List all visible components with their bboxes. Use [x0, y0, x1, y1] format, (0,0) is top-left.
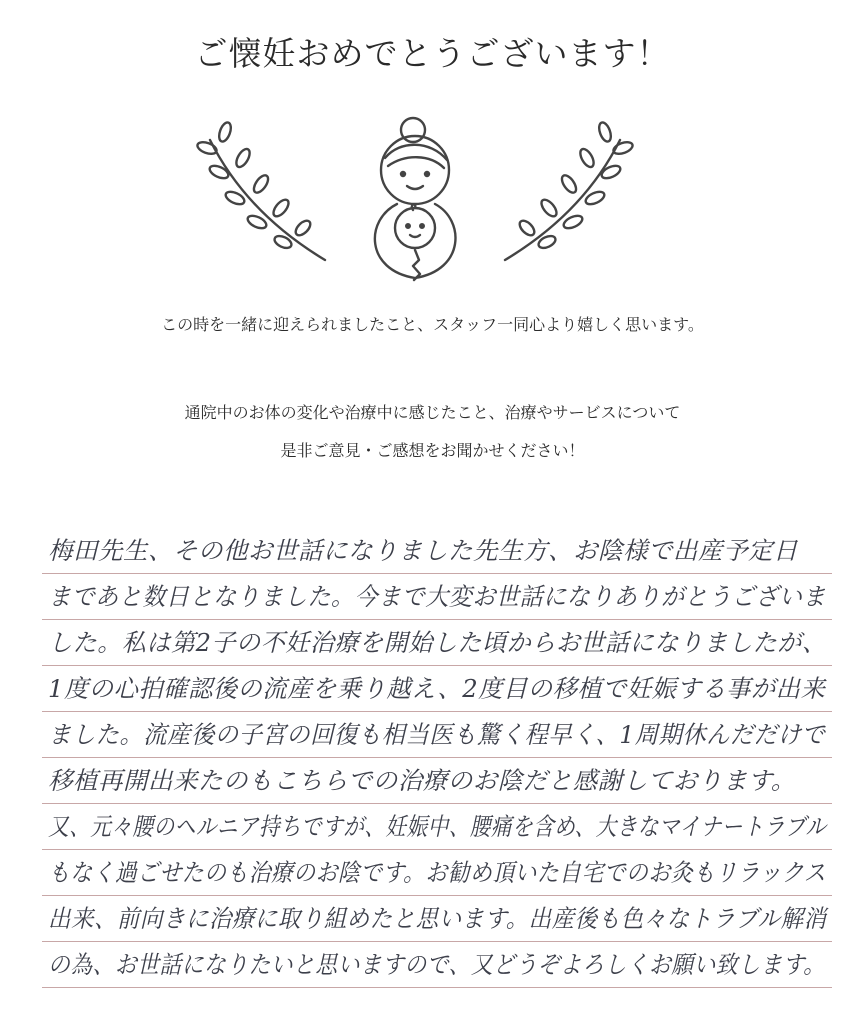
handwritten-line: 出来、前向きに治療に取り組めたと思います。出産後も色々なトラブル解消 [42, 896, 832, 942]
mother-holding-baby-icon [375, 118, 456, 280]
handwritten-line: 移植再開出来たのもこちらでの治療のお陰だと感謝しております。 [42, 758, 832, 804]
laurel-branch-right-icon [505, 121, 634, 260]
request-message-line-2: 是非ご意見・ご感想をお聞かせください！ [280, 441, 585, 460]
illustration [185, 110, 645, 290]
handwritten-line: まであと数日となりました。今まで大変お世話になりありがとうございま [42, 574, 832, 620]
thanks-message: この時を一緒に迎えられましたこと、スタッフ一同心より嬉しく思います。 [161, 315, 704, 334]
page-title: ご懐妊おめでとうございます！ [194, 34, 671, 73]
request-message-line-1: 通院中のお体の変化や治療中に感じたこと、治療やサービスについて [184, 403, 681, 422]
handwritten-line: ました。流産後の子宮の回復も相当医も驚く程早く、1周期休んだだけで [42, 712, 832, 758]
handwritten-line: もなく過ごせたのも治療のお陰です。お勧め頂いた自宅でのお灸もリラックス [42, 850, 832, 896]
laurel-branch-left-icon [196, 121, 325, 260]
handwritten-line: 梅田先生、その他お世話になりました先生方、お陰様で出産予定日 [42, 528, 832, 574]
handwritten-line: 1度の心拍確認後の流産を乗り越え、2度目の移植で妊娠する事が出来 [42, 666, 832, 712]
handwritten-line: 又、元々腰のヘルニア持ちですが、妊娠中、腰痛を含め、大きなマイナートラブル [42, 804, 832, 850]
handwritten-line: の為、お世話になりたいと思いますので、又どうぞよろしくお願い致します。 [42, 942, 832, 988]
handwritten-line: した。私は第2子の不妊治療を開始した頃からお世話になりましたが、 [42, 620, 832, 666]
handwritten-comment [42, 528, 832, 988]
